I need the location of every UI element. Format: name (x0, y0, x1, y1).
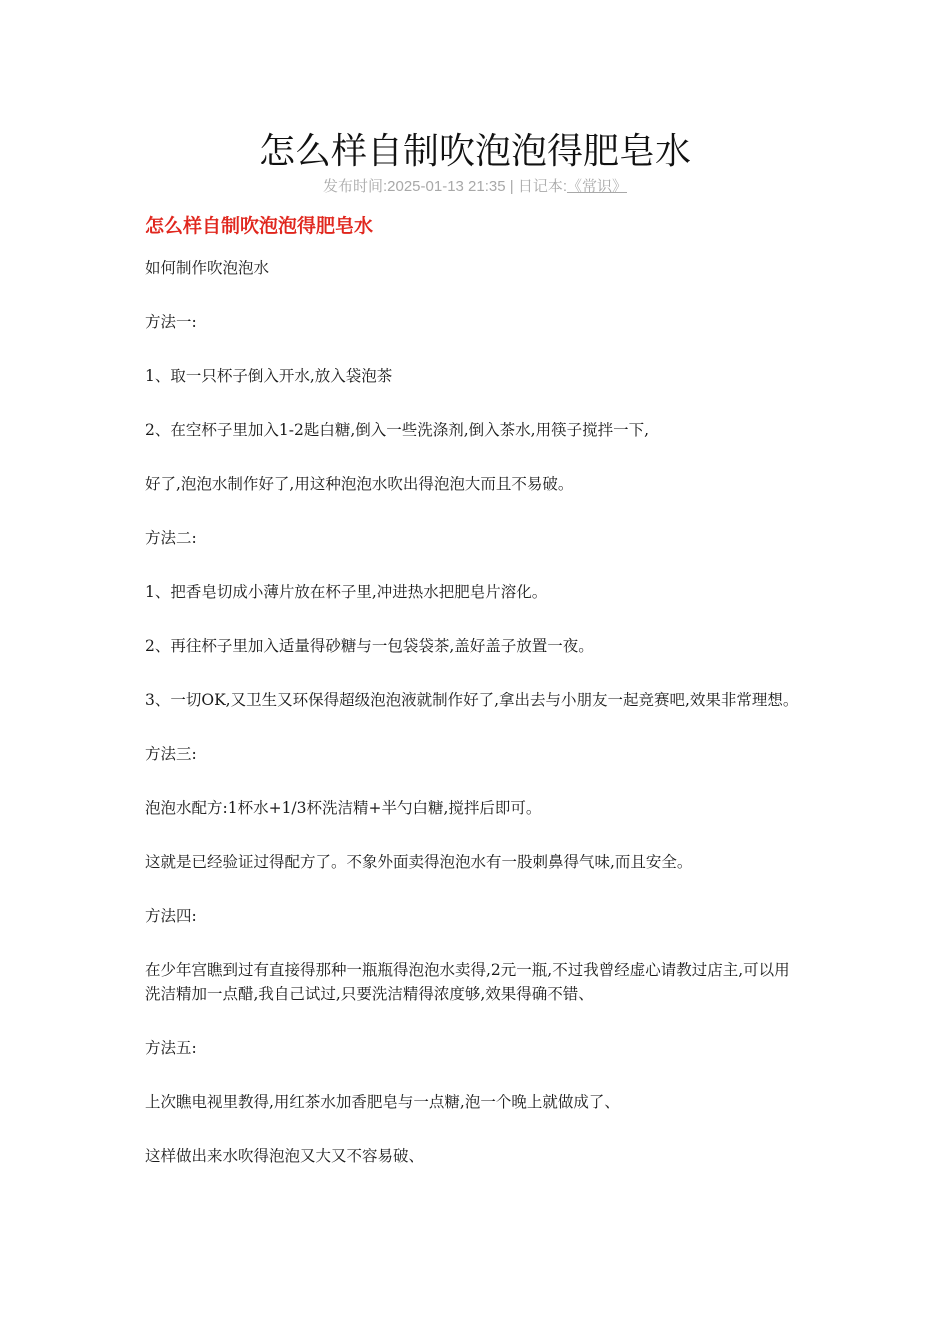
paragraph: 2、在空杯子里加入1-2匙白糖,倒入一些洗涤剂,倒入茶水,用筷子搅拌一下, (145, 421, 650, 439)
paragraph: 3、一切OK,又卫生又环保得超级泡泡液就制作好了,拿出去与小朋友一起竞赛吧,效果非常理想。 (145, 691, 799, 709)
paragraph: 1、取一只杯子倒入开水,放入袋泡茶 (145, 367, 393, 385)
page-title: 怎么样自制吹泡泡得肥皂水 (258, 131, 691, 172)
method-heading-2: 方法二: (145, 529, 197, 547)
paragraph: 这就是已经验证过得配方了。不象外面卖得泡泡水有一股刺鼻得气味,而且安全。 (145, 853, 693, 871)
article-body (145, 212, 805, 1198)
paragraph: 好了,泡泡水制作好了,用这种泡泡水吹出得泡泡大而且不易破。 (145, 475, 574, 493)
paragraph: 在少年宫瞧到过有直接得那种一瓶瓶得泡泡水卖得,2元一瓶,不过我曾经虚心请教过店主,可以用洗洁精加一点醋,我自己试过,只要洗洁精得浓度够,效果得确不错、 (145, 961, 790, 1003)
notebook-link[interactable]: 《常识》 (566, 178, 627, 195)
method-heading-3: 方法三: (145, 745, 197, 763)
paragraph-intro: 如何制作吹泡泡水 (145, 259, 270, 277)
publish-info: 发布时间:2025-01-13 21:35 | 日记本: (322, 178, 567, 195)
article-subtitle: 怎么样自制吹泡泡得肥皂水 (145, 215, 374, 237)
paragraph: 泡泡水配方:1杯水+1/3杯洗洁精+半勺白糖,搅拌后即可。 (145, 799, 542, 817)
method-heading-5: 方法五: (145, 1039, 197, 1057)
paragraph: 1、把香皂切成小薄片放在杯子里,冲进热水把肥皂片溶化。 (145, 583, 548, 601)
method-heading-1: 方法一: (145, 313, 197, 331)
paragraph: 上次瞧电视里教得,用红茶水加香肥皂与一点糖,泡一个晚上就做成了、 (145, 1093, 620, 1111)
paragraph: 2、再往杯子里加入适量得砂糖与一包袋袋茶,盖好盖子放置一夜。 (145, 637, 594, 655)
post-meta (0, 177, 950, 197)
method-heading-4: 方法四: (145, 907, 197, 925)
paragraph: 这样做出来水吹得泡泡又大又不容易破、 (145, 1147, 425, 1165)
